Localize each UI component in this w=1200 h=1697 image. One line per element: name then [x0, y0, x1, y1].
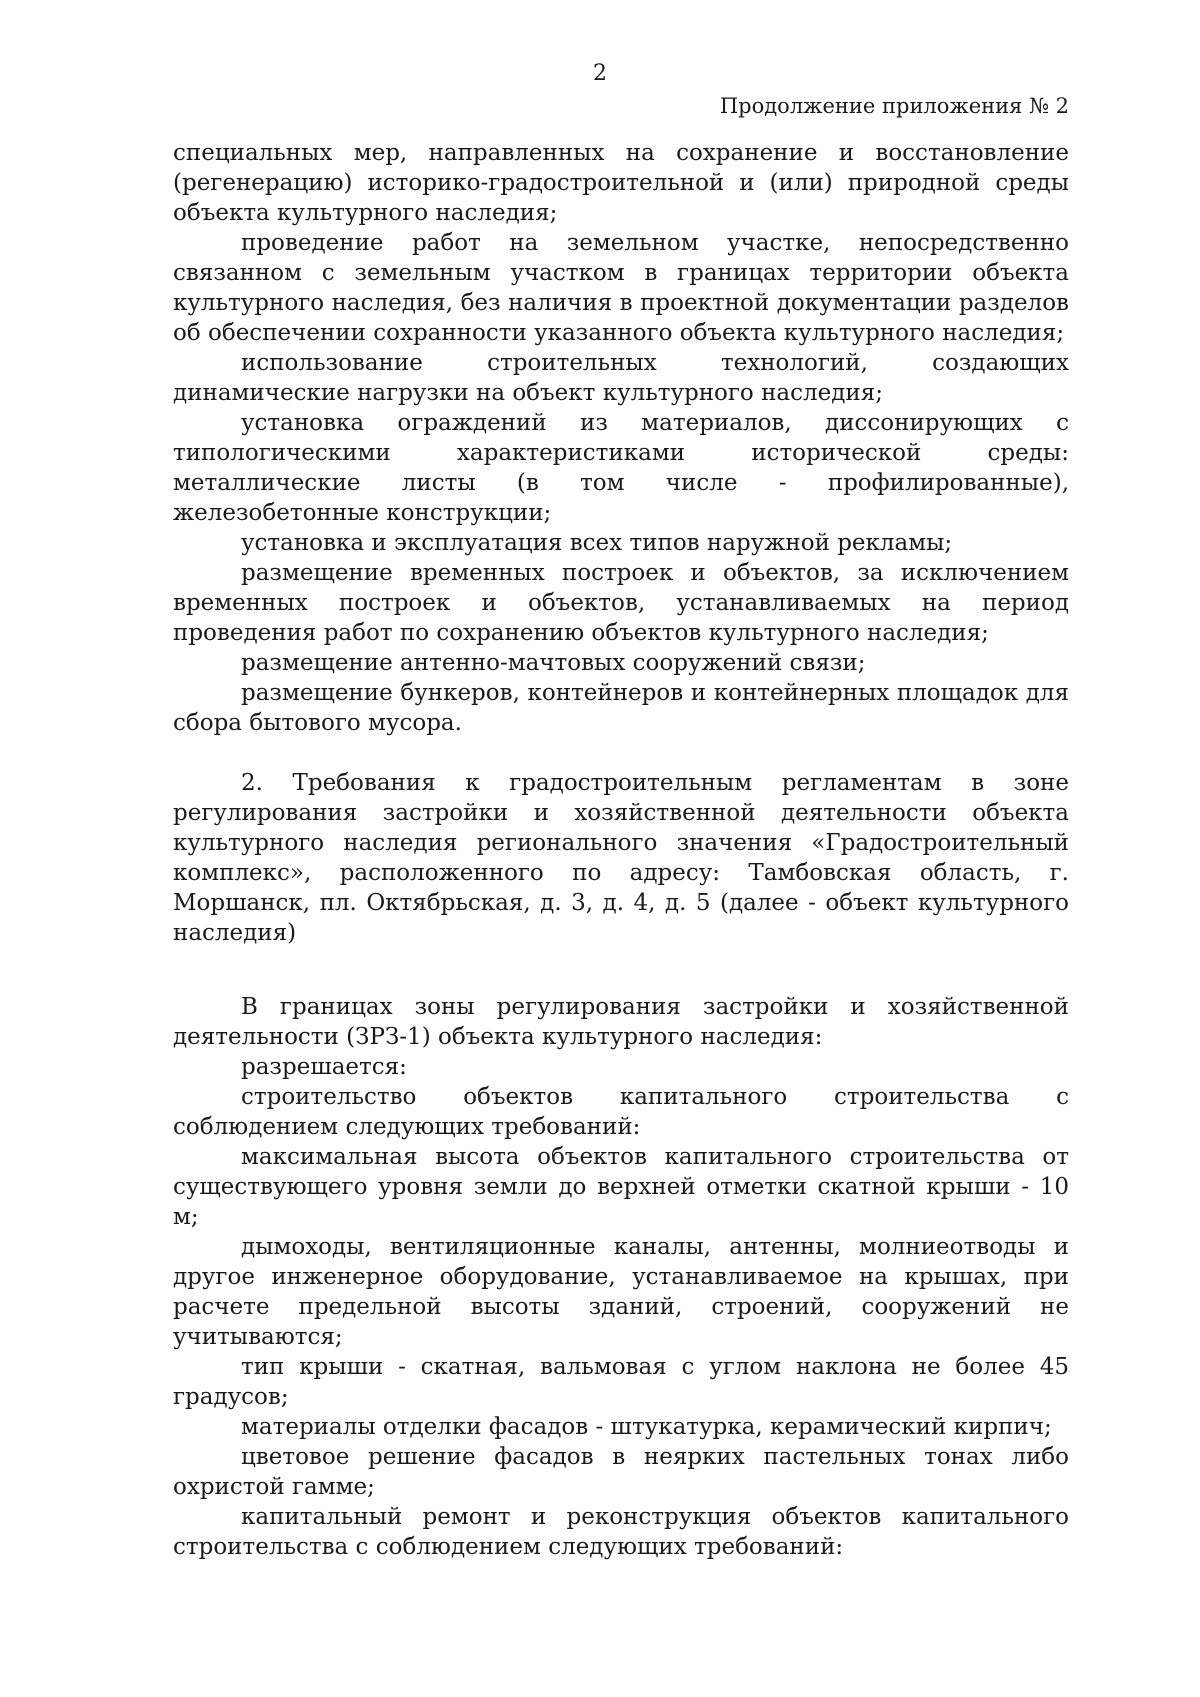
paragraph: проведение работ на земельном участке, непосредственно связанном с земельным участком в границах территории объекта культурного наследия, без наличия в проектной документации разделов об обеспечении сохранности указанного объекта культурного наследия; — [173, 230, 1069, 346]
section-heading: 2. Требования к градостроительным регламентам в зоне регулирования застройки и хозяйственной деятельности объекта культурного наследия регионального значения «Градостроительный комплекс», расположенного по адресу: Тамбовская область, г. Моршанск, пл. Октябрьская, д. 3, д. 4, д. 5 (далее - объект культурного наследия) — [173, 770, 1069, 946]
paragraph: максимальная высота объектов капитального строительства от существующего уровня земли до верхней отметки скатной крыши - 10 м; — [173, 1144, 1069, 1230]
paragraph: специальных мер, направленных на сохранение и восстановление (регенерацию) историко-градостроительной и (или) природной среды объекта культурного наследия; — [173, 140, 1069, 226]
paragraph: тип крыши - скатная, вальмовая с углом наклона не более 45 градусов; — [173, 1354, 1069, 1410]
paragraph: установка и эксплуатация всех типов наружной рекламы; — [241, 530, 953, 556]
paragraph: строительство объектов капитального строительства с соблюдением следующих требований: — [173, 1084, 1069, 1140]
paragraph: использование строительных технологий, создающих динамические нагрузки на объект культурного наследия; — [173, 350, 1069, 406]
document-body — [173, 138, 1069, 1562]
paragraph: материалы отделки фасадов - штукатурка, керамический кирпич; — [241, 1414, 1052, 1440]
paragraph: капитальный ремонт и реконструкция объектов капитального строительства с соблюдением следующих требований: — [173, 1504, 1069, 1560]
paragraph: цветовое решение фасадов в неярких пастельных тонах либо охристой гамме; — [173, 1444, 1069, 1500]
appendix-continuation-label: Продолжение приложения № 2 — [719, 94, 1069, 118]
page-number: 2 — [593, 61, 607, 86]
paragraph: установка ограждений из материалов, диссонирующих с типологическими характеристиками исторической среды: металлические листы (в том числе - профилированные), железобетонные конструкции; — [173, 410, 1069, 526]
paragraph: размещение временных построек и объектов, за исключением временных построек и объектов, устанавливаемых на период проведения работ по сохранению объектов культурного наследия; — [173, 560, 1069, 646]
paragraph: разрешается: — [241, 1054, 407, 1080]
paragraph: размещение антенно-мачтовых сооружений связи; — [241, 650, 866, 676]
paragraph: В границах зоны регулирования застройки и хозяйственной деятельности (ЗРЗ-1) объекта культурного наследия: — [173, 994, 1069, 1050]
paragraph: дымоходы, вентиляционные каналы, антенны, молниеотводы и другое инженерное оборудование, устанавливаемое на крышах, при расчете предельной высоты зданий, строений, сооружений не учитываются; — [173, 1234, 1069, 1350]
paragraph: размещение бункеров, контейнеров и контейнерных площадок для сбора бытового мусора. — [173, 680, 1069, 736]
